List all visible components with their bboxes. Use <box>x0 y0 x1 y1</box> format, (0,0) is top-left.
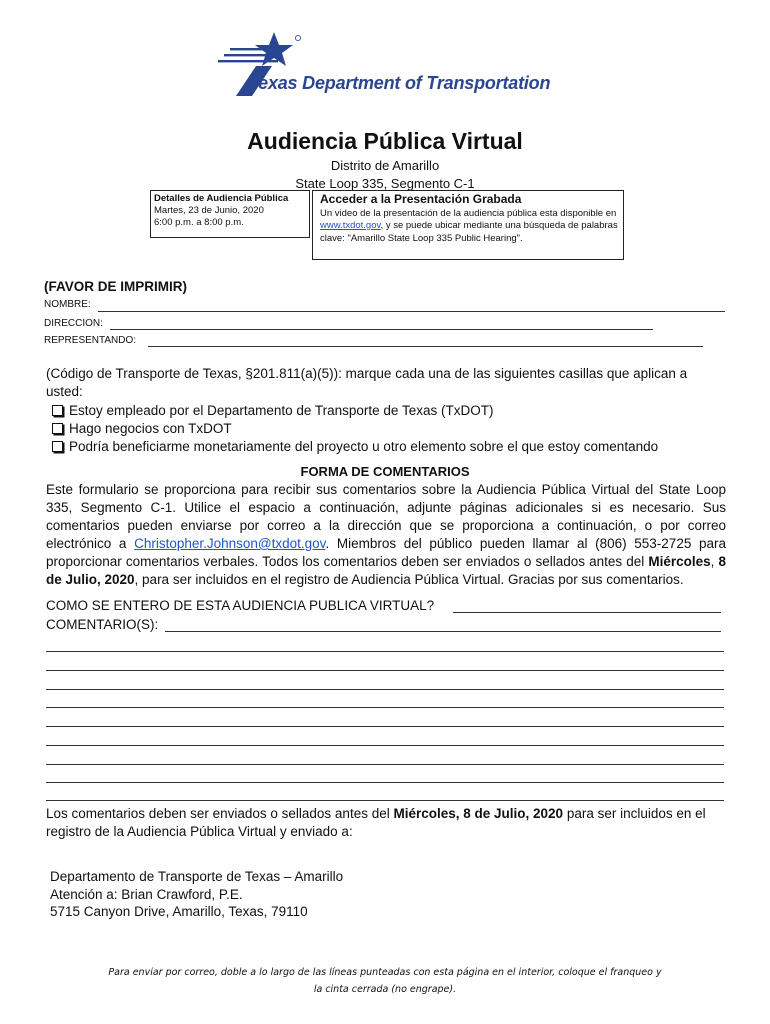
closing-text-end: para ser incluidos en el registro de la Audiencia Pública Virtual y enviado a: <box>46 806 706 839</box>
disclosure-intro: (Código de Transporte de Texas, §201.811(a)(5)): marque cada una de las siguientes casillas que aplican a usted: <box>46 366 688 399</box>
footer-line-2: la cinta cerrada (no engrape). <box>313 984 457 995</box>
option-benefit-label: Podría beneficiarme monetariamente del proyecto u otro elemento sobre el que estoy comentando <box>69 439 659 454</box>
recording-heading: Acceder a la Presentación Grabada <box>320 192 522 206</box>
option-employee <box>46 402 658 420</box>
comments-field-first[interactable] <box>165 631 721 632</box>
email-link[interactable]: Christopher.Johnson@txdot.gov <box>134 536 326 551</box>
representing-label: REPRESENTANDO: <box>44 335 137 346</box>
mailing-address <box>50 868 343 921</box>
comment-line[interactable] <box>46 670 724 671</box>
address-field[interactable] <box>110 329 653 330</box>
address-line-1: Departamento de Transporte de Texas – Amarillo <box>50 869 344 884</box>
address-label: DIRECCION: <box>44 318 103 329</box>
recording-text-start: Un video de la presentación de la audiencia pública esta disponible en <box>320 207 617 219</box>
address-line-3: 5715 Canyon Drive, Amarillo, Texas, 79110 <box>50 904 308 919</box>
deadline-date: 8 de Julio, 2020 <box>46 554 726 587</box>
recording-text <box>320 208 619 246</box>
hearing-time: 6:00 p.m. a 8:00 p.m. <box>154 217 244 228</box>
address-line-2: Atención a: Brian Crawford, P.E. <box>50 886 243 902</box>
closing-paragraph <box>46 805 726 841</box>
comments-paragraph-part3: , para ser incluidos en el registro de Audiencia Pública Virtual. Gracias por sus comentarios. <box>134 572 684 587</box>
district-subtitle: Distrito de Amarillo <box>330 158 440 173</box>
print-heading: (FAVOR DE IMPRIMIR) <box>44 279 187 294</box>
comment-line[interactable] <box>46 707 724 708</box>
option-business <box>46 420 658 438</box>
mailing-instructions <box>60 964 710 998</box>
comment-line[interactable] <box>46 689 724 690</box>
benefit-checkbox[interactable] <box>52 441 63 452</box>
comments-form-paragraph <box>46 481 726 589</box>
logo-text: Texas Department of Transportation <box>248 73 551 93</box>
comment-line[interactable] <box>46 726 724 727</box>
how-heard-field[interactable] <box>453 612 721 613</box>
comment-line[interactable] <box>46 782 724 783</box>
project-subtitle: State Loop 335, Segmento C-1 <box>295 176 475 191</box>
business-checkbox[interactable] <box>52 423 63 434</box>
comment-line[interactable] <box>46 651 724 652</box>
comments-label: COMENTARIO(S): <box>46 617 159 632</box>
comments-paragraph-part1: Este formulario se proporciona para recibir sus comentarios sobre la Audiencia Pública Virtual del State Loop 335, Segmento C-1. Utilice el espacio a continuación, adjunte páginas adicionales si es necesario. Sus comentarios pueden enviarse por correo a la dirección que se proporciona a continuación, o por correo electrónico a <box>46 482 726 551</box>
representing-field[interactable] <box>148 346 703 347</box>
closing-deadline: Miércoles, 8 de Julio, 2020 <box>393 806 564 821</box>
employee-checkbox[interactable] <box>52 405 63 416</box>
page-title: Audiencia Pública Virtual <box>247 128 523 154</box>
comment-line[interactable] <box>46 764 724 765</box>
deadline-day: Miércoles <box>648 554 711 569</box>
disclosure-options <box>46 402 658 456</box>
comment-line[interactable] <box>46 800 724 801</box>
comments-paragraph-part2: . Miembros del público pueden llamar al (806) 553-2725 para proporcionar comentarios verbales. Todos los comentarios deben ser enviados o sellados antes del <box>46 536 727 569</box>
footer-line-1: Para enviar por correo, doble a lo largo de las líneas punteadas con esta página en el interior, coloque el franqueo y <box>108 967 662 978</box>
hearing-details-box <box>150 190 310 238</box>
closing-text-start: Los comentarios deben ser enviados o sellados antes del <box>46 806 394 821</box>
txdot-website-link[interactable]: www.txdot.gov <box>320 220 381 231</box>
comments-form-heading: FORMA DE COMENTARIOS <box>300 464 470 479</box>
hearing-date: Martes, 23 de Junio, 2020 <box>154 205 264 216</box>
comment-line[interactable] <box>46 745 724 746</box>
option-employee-label: Estoy empleado por el Departamento de Transporte de Texas (TxDOT) <box>69 403 494 418</box>
deadline-separator: , <box>710 554 719 569</box>
option-benefit <box>46 438 658 456</box>
details-heading: Detalles de Audiencia Pública <box>154 193 289 204</box>
recording-text-end: , y se puede ubicar mediante una búsqueda de palabras clave: "Amarillo State Loop 335 Public Hearing". <box>320 220 618 244</box>
how-heard-label: COMO SE ENTERO DE ESTA AUDIENCIA PUBLICA VIRTUAL? <box>46 598 435 613</box>
name-label: NOMBRE: <box>44 299 91 310</box>
name-field[interactable] <box>98 311 725 312</box>
option-business-label: Hago negocios con TxDOT <box>69 421 232 436</box>
recording-box <box>312 190 624 260</box>
